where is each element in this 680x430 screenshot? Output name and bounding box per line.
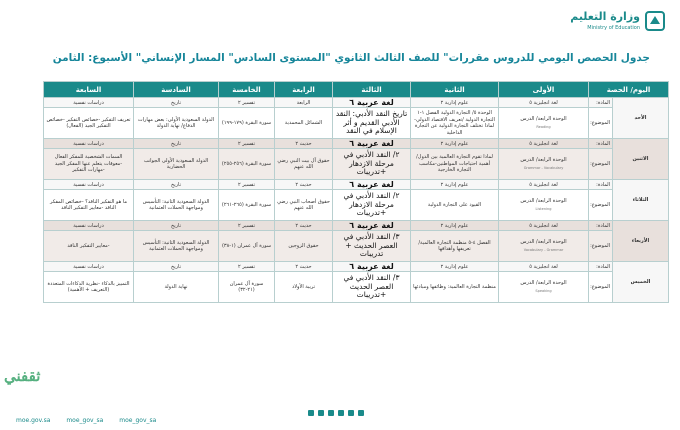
topic-text: الدولة السعودية الثانية: التأسيس ومواجهة الحملات العثمانية xyxy=(142,239,210,252)
subject-cell: لغة انجليزية ٥ xyxy=(499,180,589,190)
topic-text: سورة البقرة (٢٥٦-٢٥٥) xyxy=(221,160,272,167)
topic-cell xyxy=(134,108,219,139)
ministry-emblem-icon xyxy=(644,10,666,32)
topic-cell xyxy=(411,149,499,180)
subject-cell: تاريخ xyxy=(134,98,219,108)
subject-cell: علوم إدارية ٢ xyxy=(411,180,499,190)
topic-text: الوحدة الرابعة/ الدرس xyxy=(520,280,567,286)
topic-label: الموضوع: xyxy=(589,108,613,139)
topic-text: سورة آل عمران (٢١-٣٢) xyxy=(229,280,264,293)
topic-text: منظمة التجارة العالمية: وظائفها ومبادئها xyxy=(413,283,496,290)
topic-text: الشمائل المحمدية xyxy=(284,119,323,126)
topic-cell xyxy=(333,231,411,262)
page-header xyxy=(0,0,680,46)
topic-text: الوحدة الرابعة/ الدرس xyxy=(520,116,567,122)
subject-label: المادة: xyxy=(589,180,613,190)
topic-cell xyxy=(333,272,411,303)
footer-emblem-icon xyxy=(300,407,380,421)
topic-text: ما هو التفكير الناقد؟ -خصائص المفكر الناقد -معايير التفكير الناقد xyxy=(49,198,128,211)
table-row xyxy=(44,221,669,231)
topic-label: الموضوع: xyxy=(589,190,613,221)
topic-text: الفصل ٤-٥ منظمة التجارة العالمية/ تعريفها وأهدافها xyxy=(418,239,491,252)
topic-text: الوحدة الرابعة/ الدرس xyxy=(520,157,567,163)
subject-cell: تفسير ٢ xyxy=(219,139,275,149)
subject-cell: دراسات نفسية xyxy=(44,180,134,190)
ministry-logo xyxy=(556,8,666,38)
topic-subtext: Reading xyxy=(536,124,551,129)
footer-social-links xyxy=(16,417,170,424)
topic-text: القيود على التجارة الدولية xyxy=(427,201,482,208)
subject-cell: تفسير ٢ xyxy=(219,180,275,190)
subject-cell: حديث ٢ xyxy=(275,139,333,149)
topic-text: سورة البقرة (١٧٩-١٩٩) xyxy=(221,119,272,126)
topic-subtext: Grammar - Vocabulary xyxy=(523,165,564,170)
subject-cell: لغة انجليزية ٥ xyxy=(499,262,589,272)
day-cell: الاثنين xyxy=(613,139,669,180)
subject-cell: حديث ٢ xyxy=(275,262,333,272)
topic-text: سورة البقرة (٢٦٥-٢٦١) xyxy=(221,201,272,208)
topic-cell xyxy=(499,149,589,180)
topic-cell xyxy=(499,190,589,221)
subject-cell: دراسات نفسية xyxy=(44,262,134,272)
topic-text: الدولة السعودية الثانية: التأسيس ومواجهة الحملات العثمانية xyxy=(142,198,210,211)
topic-text: الوحدة الرابعة/ الدرس xyxy=(520,198,567,204)
subject-cell: دراسات نفسية xyxy=(44,98,134,108)
topic-text: سورة آل عمران (١-٣٨) xyxy=(221,242,272,249)
topic-cell xyxy=(44,190,134,221)
topic-text: التمييز بالذكاء -نظرية الذكاءات المتعددة (التعريف + الأهمية) xyxy=(47,280,130,293)
topic-cell xyxy=(275,149,333,180)
subject-cell: دراسات نفسية xyxy=(44,139,134,149)
subject-cell: تفسير ٢ xyxy=(219,221,275,231)
header-fourth: الرابعة xyxy=(275,82,333,98)
topic-text: ٣/ النقد الأدبي في العصر الحديث + تدريبات xyxy=(343,232,400,259)
table-row xyxy=(44,180,669,190)
header-sixth: السادسة xyxy=(134,82,219,98)
topic-text: السمات الشخصية للمفكر الفعال -معوقات يتعلم عنها المفكر الجيد -مهارات التفكير xyxy=(54,154,123,174)
subject-cell: لغة انجليزية ٥ xyxy=(499,98,589,108)
topic-subtext: Listening xyxy=(535,206,552,211)
day-cell: الأربعاء xyxy=(613,221,669,262)
subject-cell: حديث ٢ xyxy=(275,221,333,231)
day-cell: الأحد xyxy=(613,98,669,139)
page-footer xyxy=(0,405,680,430)
subject-label: المادة: xyxy=(589,139,613,149)
header-seventh: السابعة xyxy=(44,82,134,98)
table-row xyxy=(44,190,669,221)
topic-cell xyxy=(219,108,275,139)
topic-cell xyxy=(134,149,219,180)
subject-cell: تاريخ xyxy=(134,139,219,149)
header-third: الثالثة xyxy=(333,82,411,98)
topic-label: الموضوع: xyxy=(589,149,613,180)
subject-cell: علوم إدارية ٢ xyxy=(411,262,499,272)
schedule-table xyxy=(43,81,669,303)
day-cell: الخميس xyxy=(613,262,669,303)
twitter-link[interactable]: moe_gov_sa xyxy=(66,417,104,424)
subject-cell: تاريخ xyxy=(134,180,219,190)
subject-cell: لغة عربية ٦ xyxy=(333,262,411,272)
topic-cell xyxy=(44,231,134,262)
topic-text: ٣/ النقد الأدبي في العصر الحديث +تدريبات xyxy=(343,273,400,300)
topic-text: ٢/ النقد الأدبي في مرحلة الازدهار +تدريبات xyxy=(343,150,400,177)
topic-cell xyxy=(333,190,411,221)
topic-subtext: Speaking xyxy=(535,288,552,293)
watermark-text: ثقفني xyxy=(4,367,41,385)
table-row xyxy=(44,98,669,108)
topic-cell xyxy=(499,272,589,303)
topic-cell xyxy=(44,149,134,180)
topic-label: الموضوع: xyxy=(589,272,613,303)
subject-cell: دراسات نفسية xyxy=(44,221,134,231)
topic-cell xyxy=(411,272,499,303)
table-row xyxy=(44,262,669,272)
subject-cell: لغة عربية ٦ xyxy=(333,139,411,149)
header-first: الأولى xyxy=(499,82,589,98)
topic-text: حقوق أصحاب النبي رضي الله عنهم xyxy=(277,198,330,211)
topic-text: -معايير التفكير الناقد xyxy=(67,242,110,249)
topic-text: تاريخ النقد الأدبي: النقد الأدبي القديم و أثر الإسلام في النقد xyxy=(335,109,408,136)
table-row xyxy=(44,139,669,149)
topic-cell xyxy=(134,272,219,303)
subject-label: المادة: xyxy=(589,221,613,231)
subject-cell: علوم إدارية ٢ xyxy=(411,221,499,231)
table-row xyxy=(44,149,669,180)
topic-text: الوحدة الرابعة/ الدرس xyxy=(520,239,567,245)
watermark-logo xyxy=(4,366,62,398)
topic-text: تربية الأولاد xyxy=(291,283,316,290)
topic-cell xyxy=(499,231,589,262)
subject-cell: علوم إدارية ٢ xyxy=(411,98,499,108)
topic-cell xyxy=(219,272,275,303)
subject-label: المادة: xyxy=(589,262,613,272)
topic-cell xyxy=(411,190,499,221)
topic-cell xyxy=(275,272,333,303)
topic-label: الموضوع: xyxy=(589,231,613,262)
topic-text: الدولة السعودية الأولى الجوانب الحضارية xyxy=(143,157,209,170)
subject-cell: لغة عربية ٦ xyxy=(333,180,411,190)
topic-cell xyxy=(275,231,333,262)
subject-cell: تفسير ٢ xyxy=(219,262,275,272)
page-title: جدول الحصص اليومي للدروس مقررات" للصف الثالث الثانوي "المستوى السادس" المسار الإنساني" الأسبوع: الثامن xyxy=(52,52,650,64)
topic-cell xyxy=(275,108,333,139)
website-link[interactable]: moe.gov.sa xyxy=(16,417,51,424)
subject-cell: لغة انجليزية ٥ xyxy=(499,139,589,149)
day-cell: الثلاثاء xyxy=(613,180,669,221)
topic-cell xyxy=(275,190,333,221)
topic-text: الوحدة ٥/ التجارة الدولية الفصل ١-١ التجارة الدولية /تعريف الاقتصاد الدولي- لماذا تختلف التجارة الدولية عن التجارة الداخلية xyxy=(414,110,495,136)
topic-text: ٢/ النقد الأدبي في مرحلة الازدهار +تدريبات xyxy=(343,191,400,218)
topic-cell xyxy=(219,190,275,221)
subject-cell: حديث ٢ xyxy=(275,180,333,190)
topic-cell xyxy=(134,231,219,262)
topic-text: لماذا تقوم التجارة العالمية بين الدول/ أهمية احتياجات المواطنين-مكاسب التجارة الخارجية xyxy=(416,154,493,174)
subject-cell: تاريخ xyxy=(134,221,219,231)
topic-cell xyxy=(499,108,589,139)
subject-cell: لغة عربية ٦ xyxy=(333,98,411,108)
subject-cell: علوم إدارية ٢ xyxy=(411,139,499,149)
topic-text: نهاية الدولة xyxy=(164,283,188,290)
header-fifth: الخامسة xyxy=(219,82,275,98)
topic-cell xyxy=(333,149,411,180)
topic-cell xyxy=(333,108,411,139)
subject-cell: لغة انجليزية ٥ xyxy=(499,221,589,231)
topic-text: تعريف التفكير -خصائص التفكير -خصائص التفكير الجيد (الفعال) xyxy=(46,116,131,129)
header-day-period: اليوم/ الحصة xyxy=(589,82,669,98)
topic-text: حقوق الزوجين xyxy=(288,242,319,249)
table-row xyxy=(44,231,669,262)
subject-cell: الرابعة xyxy=(275,98,333,108)
instagram-link[interactable]: moe_gov_sa xyxy=(119,417,157,424)
topic-cell xyxy=(44,272,134,303)
table-row xyxy=(44,272,669,303)
topic-cell xyxy=(219,231,275,262)
topic-cell xyxy=(44,108,134,139)
ministry-name-arabic: وزارة التعليم xyxy=(570,10,640,23)
ministry-name-english: Ministry of Education xyxy=(587,25,640,31)
topic-cell xyxy=(411,108,499,139)
header-row xyxy=(44,82,669,98)
subject-cell: تاريخ xyxy=(134,262,219,272)
subject-cell: لغة عربية ٦ xyxy=(333,221,411,231)
header-second: الثانية xyxy=(411,82,499,98)
topic-cell xyxy=(134,190,219,221)
topic-subtext: Vocabulary - Grammar xyxy=(523,247,564,252)
topic-cell xyxy=(219,149,275,180)
topic-text: حقوق آل بيت النبي رضي الله عنهم xyxy=(277,157,330,170)
subject-label: المادة: xyxy=(589,98,613,108)
subject-cell: تفسير ٢ xyxy=(219,98,275,108)
topic-text: الدولة السعودية الأولى: بعض مهارات الدفاع/ نهاية الدولة xyxy=(137,116,215,129)
table-row xyxy=(44,108,669,139)
topic-cell xyxy=(411,231,499,262)
